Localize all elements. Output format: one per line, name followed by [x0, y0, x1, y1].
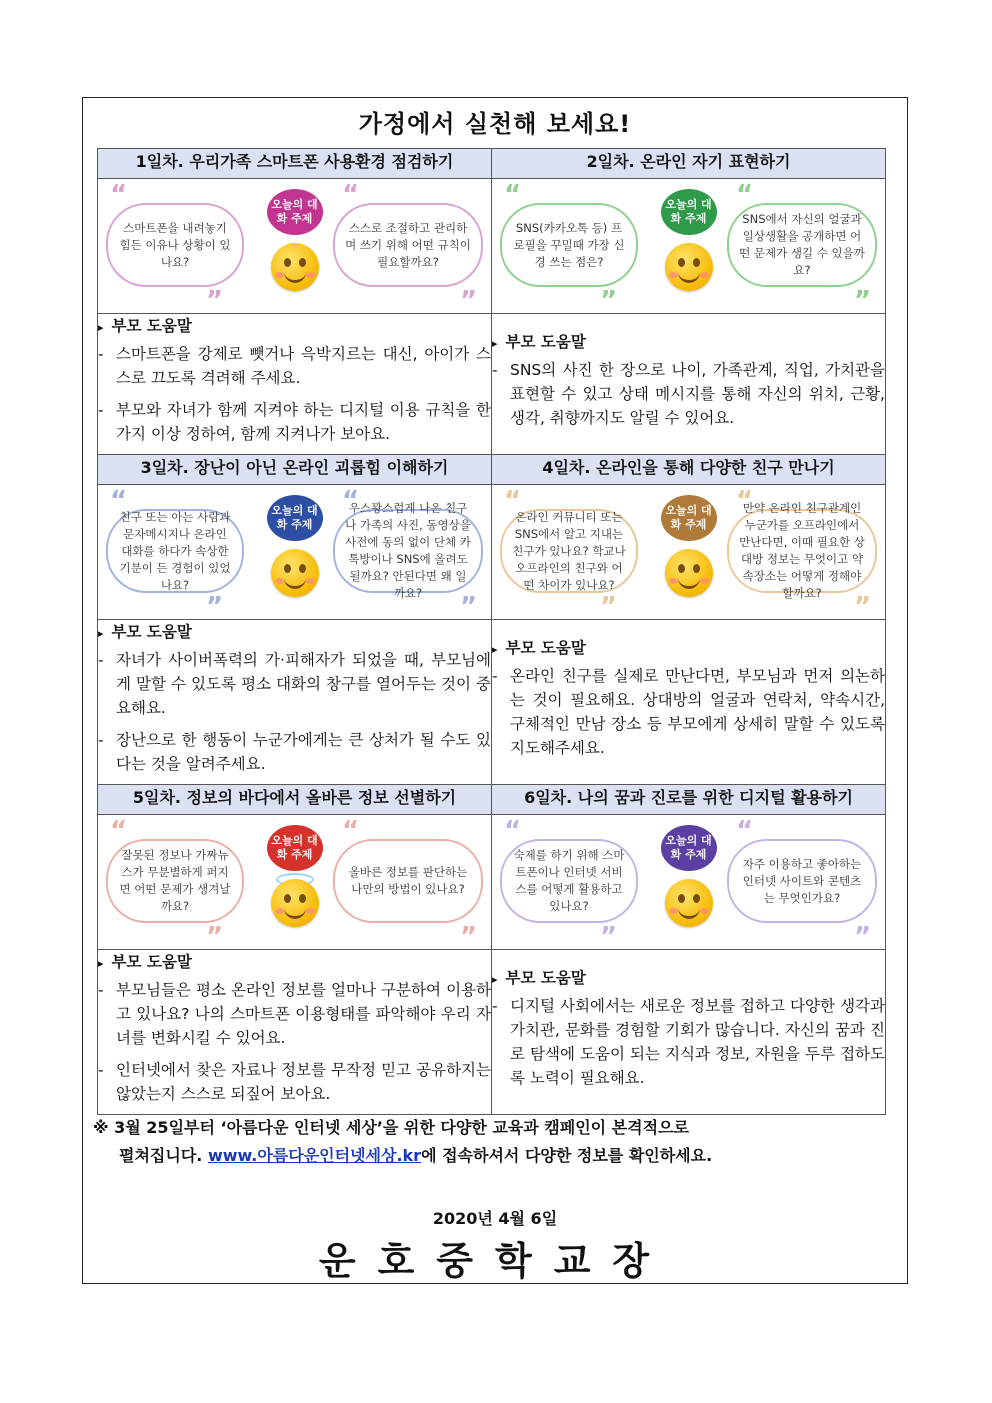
question-bubble-right: 자주 이용하고 좋아하는 인터넷 사이트와 콘텐츠는 무엇인가요?: [727, 839, 877, 923]
quote-mark-icon: ”: [206, 286, 224, 316]
day-heading: 3일차. 장난이 아닌 온라인 괴롭힘 이해하기: [98, 455, 492, 485]
topic-badge: 오늘의 대화 주제: [267, 189, 323, 235]
smiley-face-icon: [271, 549, 319, 597]
help-item-text: 온라인 친구를 실제로 만난다면, 부모님과 먼저 의논하는 것이 필요해요. 상대방의 얼굴과 연락처, 약속시간, 구체적인 만남 장소 등 부모에게 상세히 말할 수 있도록 지도해주세요.: [510, 667, 885, 757]
parent-help-cell: [492, 950, 886, 1115]
parent-help-cell: [492, 620, 886, 785]
question-bubble-left: SNS(카카오톡 등) 프로필을 꾸밀때 가장 신경 쓰는 점은?: [500, 203, 638, 287]
triangle-bullet-icon: ▸: [492, 643, 498, 656]
triangle-bullet-icon: ▸: [98, 627, 104, 640]
triangle-bullet-icon: ▸: [492, 973, 498, 986]
quote-mark-icon: “: [736, 816, 754, 846]
help-item: - 스마트폰을 강제로 뺏거나 윽박지르는 대신, 아이가 스스로 끄도록 격려해 주세요.: [98, 342, 491, 390]
parent-help-row: [98, 314, 886, 455]
help-title: 부모 도움말: [111, 953, 192, 971]
help-item: - 인터넷에서 찾은 자료나 정보를 무작정 믿고 공유하지는 않았는지 스스로 되짚어 보아요.: [98, 1058, 491, 1106]
notice-line2-prefix: 펼쳐집니다.: [119, 1146, 203, 1165]
parent-help-row: [98, 950, 886, 1115]
parent-help-cell: [98, 950, 492, 1115]
parent-help-row: [98, 620, 886, 785]
help-title: 부모 도움말: [505, 969, 586, 987]
conversation-illustration: [492, 815, 885, 952]
day-heading: 6일차. 나의 꿈과 진로를 위한 디지털 활용하기: [492, 785, 886, 815]
website-link[interactable]: www.아름다운인터넷세상.kr: [207, 1146, 422, 1165]
quote-mark-icon: “: [110, 486, 128, 516]
school-name: 운호중학교장: [318, 1238, 672, 1283]
triangle-bullet-icon: ▸: [98, 957, 104, 970]
quote-mark-icon: “: [504, 180, 522, 210]
conversation-illustration: [98, 179, 491, 316]
help-item-text: 디지털 사회에서는 새로운 정보를 접하고 다양한 생각과 가치관, 문화를 경험할 기회가 많습니다. 자신의 꿈과 진로 탐색에 도움이 되는 지식과 정보, 자원을 두루 접하도록 노력이 필요해요.: [510, 997, 885, 1087]
help-item-text: 부모와 자녀가 함께 지켜야 하는 디지털 이용 규칙을 한 가지 이상 정하여, 함께 지켜나가 보아요.: [116, 401, 491, 443]
conversation-illustration: [492, 485, 885, 622]
illustration-row: [98, 485, 886, 620]
quote-mark-icon: ”: [600, 286, 618, 316]
topic-badge: 오늘의 대화 주제: [661, 825, 717, 871]
parent-help-cell: [492, 314, 886, 455]
help-item: - SNS의 사진 한 장으로 나이, 가족관계, 직업, 가치관을 표현할 수 있고 상태 메시지를 통해 자신의 위치, 근황, 생각, 취향까지도 알릴 수 있어요.: [492, 358, 885, 430]
help-item: - 부모와 자녀가 함께 지켜야 하는 디지털 이용 규칙을 한 가지 이상 정하여, 함께 지켜나가 보아요.: [98, 398, 491, 446]
help-item-text: 장난으로 한 행동이 누군가에게는 큰 상처가 될 수도 있다는 것을 알려주세요.: [116, 731, 491, 773]
quote-mark-icon: ”: [854, 592, 872, 622]
help-item-text: 부모님들은 평소 온라인 정보를 얼마나 구분하여 이용하고 있나요? 나의 스마트폰 이용형태를 파악해야 우리 자녀를 변화시킬 수 있어요.: [116, 981, 491, 1047]
quote-mark-icon: “: [504, 816, 522, 846]
quote-mark-icon: ”: [206, 922, 224, 952]
question-bubble-right: 스스로 조절하고 관리하며 쓰기 위해 어떤 규칙이 필요할까요?: [333, 203, 483, 287]
question-bubble-left: 친구 또는 아는 사람과 문자메시지나 온라인 대화를 하다가 속상한 기분이 든 경험이 있었나요?: [106, 509, 244, 593]
smiley-face-icon: [271, 879, 319, 927]
notice: [93, 1114, 873, 1170]
activity-grid: [97, 148, 886, 1115]
help-title: 부모 도움말: [505, 639, 586, 657]
page-title: 가정에서 실천해 보세요!: [358, 110, 632, 138]
topic-badge: 오늘의 대화 주제: [267, 825, 323, 871]
quote-mark-icon: ”: [854, 286, 872, 316]
quote-mark-icon: ”: [600, 922, 618, 952]
conversation-illustration: [492, 179, 885, 316]
triangle-bullet-icon: ▸: [98, 321, 104, 334]
date: 2020년 4월 6일: [432, 1209, 558, 1228]
help-item-text: 스마트폰을 강제로 뺏거나 윽박지르는 대신, 아이가 스스로 끄도록 격려해 주세요.: [116, 345, 491, 387]
day-heading: 4일차. 온라인을 통해 다양한 친구 만나기: [492, 455, 886, 485]
day-heading-row: [98, 785, 886, 815]
topic-badge: 오늘의 대화 주제: [661, 189, 717, 235]
quote-mark-icon: ”: [460, 592, 478, 622]
quote-mark-icon: “: [342, 486, 360, 516]
quote-mark-icon: “: [504, 486, 522, 516]
help-item: - 디지털 사회에서는 새로운 정보를 접하고 다양한 생각과 가치관, 문화를 경험할 기회가 많습니다. 자신의 꿈과 진로 탐색에 도움이 되는 지식과 정보, 자원을 두루 접하도록 노력이 필요해요.: [492, 994, 885, 1090]
parent-help-cell: [98, 620, 492, 785]
notice-line1: 3월 25일부터 ‘아름다운 인터넷 세상’을 위한 다양한 교육과 캠페인이 본격적으로: [114, 1118, 689, 1137]
day-heading: 2일차. 온라인 자기 표현하기: [492, 149, 886, 179]
conversation-illustration: [98, 815, 491, 952]
help-item-text: 인터넷에서 찾은 자료나 정보를 무작정 믿고 공유하지는 않았는지 스스로 되짚어 보아요.: [116, 1061, 491, 1103]
day-heading-row: [98, 455, 886, 485]
question-bubble-left: 잘못된 정보나 가짜뉴스가 무분별하게 퍼지면 어떤 문제가 생겨날까요?: [106, 839, 244, 923]
day-heading: 1일차. 우리가족 스마트폰 사용환경 점검하기: [98, 149, 492, 179]
illustration-row: [98, 815, 886, 950]
help-item-text: 자녀가 사이버폭력의 가·피해자가 되었을 때, 부모님에게 말할 수 있도록 평소 대화의 창구를 열어두는 것이 중요해요.: [116, 651, 491, 717]
quote-mark-icon: “: [342, 180, 360, 210]
day-heading: 5일차. 정보의 바다에서 올바른 정보 선별하기: [98, 785, 492, 815]
document-frame: [82, 97, 908, 1284]
question-bubble-left: 스마트폰을 내려놓기 힘든 이유나 상황이 있나요?: [106, 203, 244, 287]
quote-mark-icon: “: [736, 486, 754, 516]
help-title: 부모 도움말: [111, 623, 192, 641]
triangle-bullet-icon: ▸: [492, 337, 498, 350]
help-item-text: SNS의 사진 한 장으로 나이, 가족관계, 직업, 가치관을 표현할 수 있고 상태 메시지를 통해 자신의 위치, 근황, 생각, 취향까지도 알릴 수 있어요.: [510, 361, 885, 427]
quote-mark-icon: “: [110, 816, 128, 846]
quote-mark-icon: “: [110, 180, 128, 210]
conversation-illustration: [98, 485, 491, 622]
quote-mark-icon: ”: [460, 922, 478, 952]
help-item: - 자녀가 사이버폭력의 가·피해자가 되었을 때, 부모님에게 말할 수 있도록 평소 대화의 창구를 열어두는 것이 중요해요.: [98, 648, 491, 720]
parent-help-cell: [98, 314, 492, 455]
help-item: - 부모님들은 평소 온라인 정보를 얼마나 구분하여 이용하고 있나요? 나의 스마트폰 이용형태를 파악해야 우리 자녀를 변화시킬 수 있어요.: [98, 978, 491, 1050]
help-item: - 장난으로 한 행동이 누군가에게는 큰 상처가 될 수도 있다는 것을 알려주세요.: [98, 728, 491, 776]
smiley-face-icon: [271, 243, 319, 291]
question-bubble-right: 우스꽝스럽게 나온 친구나 가족의 사진, 동영상을 사전에 동의 없이 단체 카톡방이나 SNS에 올려도 될까요? 안된다면 왜 일까요?: [333, 509, 483, 593]
smiley-face-icon: [665, 879, 713, 927]
day-heading-row: [98, 149, 886, 179]
question-bubble-right: 올바른 정보를 판단하는 나만의 방법이 있나요?: [333, 839, 483, 923]
topic-badge: 오늘의 대화 주제: [267, 495, 323, 541]
notice-line2-suffix: 에 접속하셔서 다양한 정보를 확인하세요.: [421, 1146, 713, 1165]
quote-mark-icon: ”: [206, 592, 224, 622]
smiley-face-icon: [665, 243, 713, 291]
question-bubble-right: 만약 온라인 친구관계인 누군가를 오프라인에서 만난다면, 이때 필요한 상대방 정보는 무엇이고 약속장소는 어떻게 정해야 할까요?: [727, 509, 877, 593]
help-item: - 온라인 친구를 실제로 만난다면, 부모님과 먼저 의논하는 것이 필요해요. 상대방의 얼굴과 연락처, 약속시간, 구체적인 만남 장소 등 부모에게 상세히 말할 수 있도록 지도해주세요.: [492, 664, 885, 760]
smiley-face-icon: [665, 549, 713, 597]
notice-mark: ※: [93, 1118, 109, 1137]
quote-mark-icon: “: [342, 816, 360, 846]
quote-mark-icon: ”: [854, 922, 872, 952]
quote-mark-icon: ”: [600, 592, 618, 622]
question-bubble-left: 숙제를 하기 위해 스마트폰이나 인터넷 서비스를 어떻게 활용하고 있나요?: [500, 839, 638, 923]
question-bubble-right: SNS에서 자신의 얼굴과 일상생활을 공개하면 어떤 문제가 생길 수 있을까요?: [727, 203, 877, 287]
quote-mark-icon: ”: [460, 286, 478, 316]
quote-mark-icon: “: [736, 180, 754, 210]
help-title: 부모 도움말: [505, 333, 586, 351]
help-title: 부모 도움말: [111, 317, 192, 335]
topic-badge: 오늘의 대화 주제: [661, 495, 717, 541]
question-bubble-left: 온라인 커뮤니티 또는 SNS에서 알고 지내는 친구가 있나요? 학교나 오프라인의 친구와 어떤 차이가 있나요?: [500, 509, 638, 593]
illustration-row: [98, 179, 886, 314]
